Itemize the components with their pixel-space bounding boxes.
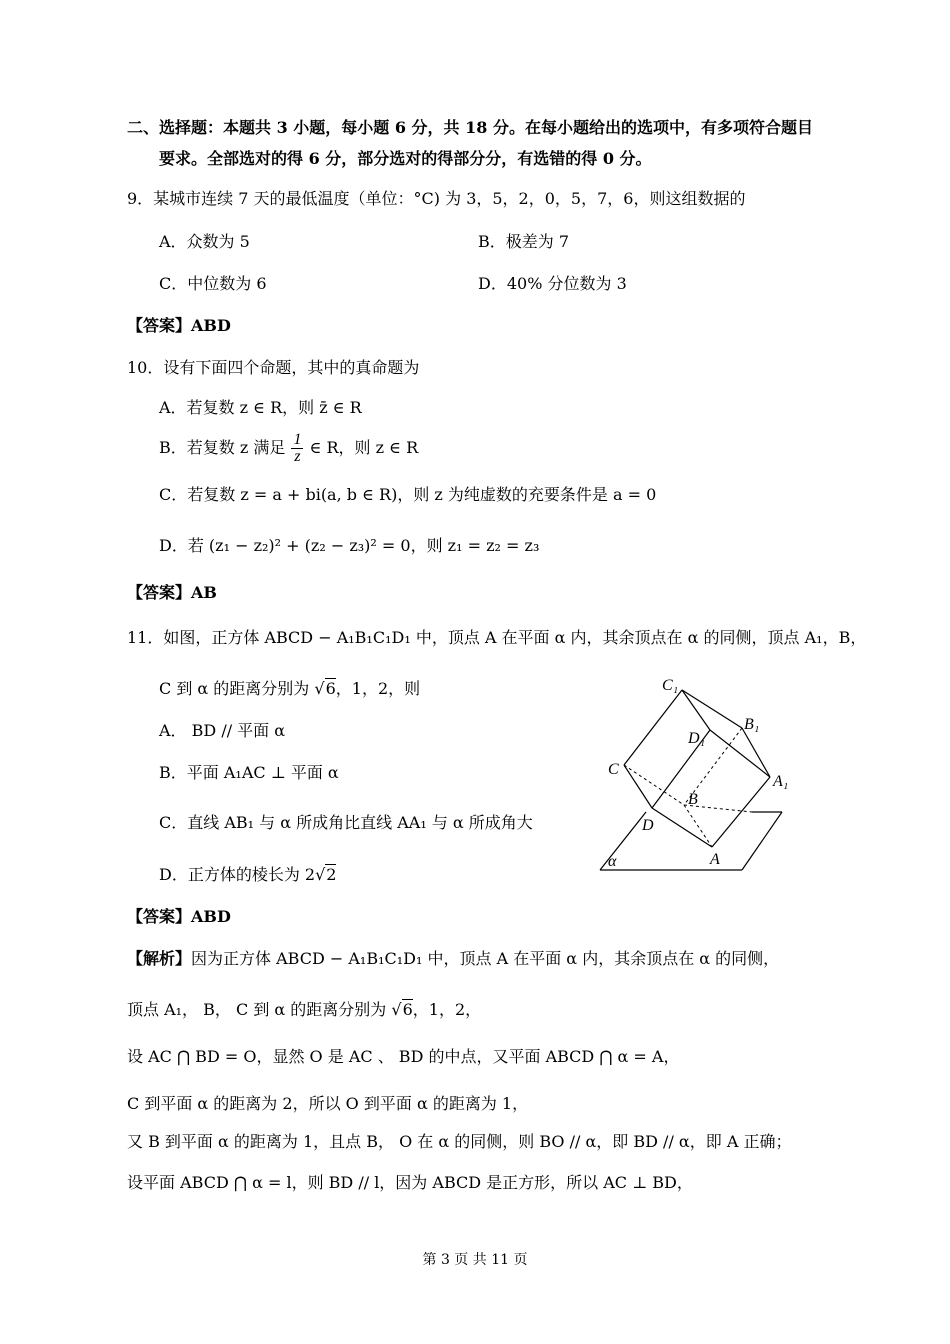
cube-edge xyxy=(682,690,742,728)
q10-answer xyxy=(127,582,217,604)
q11-answer-label: 【答案】 xyxy=(127,907,192,926)
label-c1: C₁ xyxy=(662,677,679,694)
label-d1: D₁ xyxy=(688,730,706,747)
q11-stem2-prefix: C 到 α 的距离分别为 √ xyxy=(159,679,325,698)
q11-stem2-radicand: 6 xyxy=(325,679,336,698)
q10-answer-value: AB xyxy=(191,583,217,602)
q10-option-b xyxy=(159,432,418,465)
label-a: A xyxy=(710,851,720,868)
analysis-line1 xyxy=(127,948,779,970)
q9-stem: 9．某城市连续 7 天的最低温度（单位：°C) 为 3，5，2，0，5，7，6，则这组数据的 xyxy=(127,189,746,208)
label-b1: B₁ xyxy=(744,716,760,733)
q9-answer-label: 【答案】 xyxy=(127,316,192,335)
q10-stem: 10．设有下面四个命题，其中的真命题为 xyxy=(127,358,420,377)
q11-option-a: A． BD // 平面 α xyxy=(159,721,286,740)
q11-stem2-suffix: ，1，2，则 xyxy=(335,679,421,698)
label-c: C xyxy=(608,761,619,778)
label-alpha: α xyxy=(608,853,617,870)
q9-option-c: C．中位数为 6 xyxy=(159,274,267,293)
q10-option-b-fraction xyxy=(291,432,303,465)
cube-edge xyxy=(624,690,682,765)
q10-option-b-prefix: B．若复数 z 满足 xyxy=(159,438,286,457)
q11-option-c: C．直线 AB₁ 与 α 所成角比直线 AA₁ 与 α 所成角大 xyxy=(159,813,533,832)
analysis-l2-radicand: 6 xyxy=(402,1000,413,1019)
analysis-line4: C 到平面 α 的距离为 2，所以 O 到平面 α 的距离为 1， xyxy=(127,1094,529,1113)
analysis-line3: 设 AC ⋂ BD = O，显然 O 是 AC 、 BD 的中点，又平面 ABCD ⋂ α = A， xyxy=(127,1047,680,1066)
plane-edge xyxy=(742,812,782,870)
fraction-denominator: z xyxy=(294,448,301,465)
cube-figure xyxy=(590,670,800,880)
q11-answer-value: ABD xyxy=(191,907,231,926)
section-heading-line2: 要求。全部选对的得 6 分，部分选对的得部分分，有选错的得 0 分。 xyxy=(159,149,652,168)
q10-option-a: A．若复数 z ∈ R，则 z̄ ∈ R xyxy=(159,398,362,417)
q10-option-c: C．若复数 z = a + bi(a, b ∈ R)，则 z 为纯虚数的充要条件是 a = 0 xyxy=(159,485,657,504)
analysis-text-1: 因为正方体 ABCD − A₁B₁C₁D₁ 中，顶点 A 在平面 α 内，其余顶点在 α 的同侧， xyxy=(191,949,780,968)
analysis-line2 xyxy=(127,999,481,1021)
q9-option-d: D．40% 分位数为 3 xyxy=(478,274,627,293)
q11-stem-line2 xyxy=(159,678,420,700)
q9-answer xyxy=(127,315,231,337)
q11-option-d xyxy=(159,864,336,886)
label-b: B xyxy=(688,791,698,808)
q11-stem: 11．如图，正方体 ABCD − A₁B₁C₁D₁ 中，顶点 A 在平面 α 内，其余顶点在 α 的同侧，顶点 A₁，B， xyxy=(127,628,867,647)
analysis-label: 【解析】 xyxy=(127,949,192,968)
hidden-edge xyxy=(624,765,684,805)
cube-edge xyxy=(652,808,712,847)
label-d: D xyxy=(642,817,654,834)
q10-option-b-suffix: ∈ R，则 z ∈ R xyxy=(309,438,419,457)
cube-edge xyxy=(682,690,710,730)
hidden-edge xyxy=(684,805,712,847)
analysis-l2-suffix: ，1，2， xyxy=(412,1000,482,1019)
q11-option-d-prefix: D．正方体的棱长为 2√ xyxy=(159,865,326,884)
q10-answer-label: 【答案】 xyxy=(127,583,192,602)
page-footer: 第 3 页 共 11 页 xyxy=(422,1252,528,1268)
plane-edge xyxy=(600,812,646,870)
cube-edge xyxy=(710,730,770,777)
section-heading-line1: 二、选择题：本题共 3 小题，每小题 6 分，共 18 分。在每小题给出的选项中，有多项符合题目 xyxy=(127,118,813,137)
q11-option-b: B．平面 A₁AC ⊥ 平面 α xyxy=(159,763,339,782)
q11-answer xyxy=(127,906,231,928)
analysis-line5: 又 B 到平面 α 的距离为 1，且点 B， O 在 α 的同侧，则 BO // α，即 BD // α，即 A 正确； xyxy=(127,1132,792,1151)
q11-option-d-radicand: 2 xyxy=(326,865,337,884)
q9-answer-value: ABD xyxy=(191,316,231,335)
fraction-numerator: 1 xyxy=(293,431,302,448)
label-a1: A₁ xyxy=(773,773,789,790)
cube-edge xyxy=(624,765,652,808)
analysis-l2-prefix: 顶点 A₁， B， C 到 α 的距离分别为 √ xyxy=(127,1000,402,1019)
analysis-line6: 设平面 ABCD ⋂ α = l，则 BD // l，因为 ABCD 是正方形，所以 AC ⊥ BD， xyxy=(127,1173,693,1192)
q9-option-a: A．众数为 5 xyxy=(159,232,250,251)
q9-option-b: B．极差为 7 xyxy=(478,232,570,251)
q10-option-d: D．若 (z₁ − z₂)² + (z₂ − z₃)² = 0，则 z₁ = z₂ = z₃ xyxy=(159,536,540,555)
cube-edge xyxy=(742,728,770,777)
